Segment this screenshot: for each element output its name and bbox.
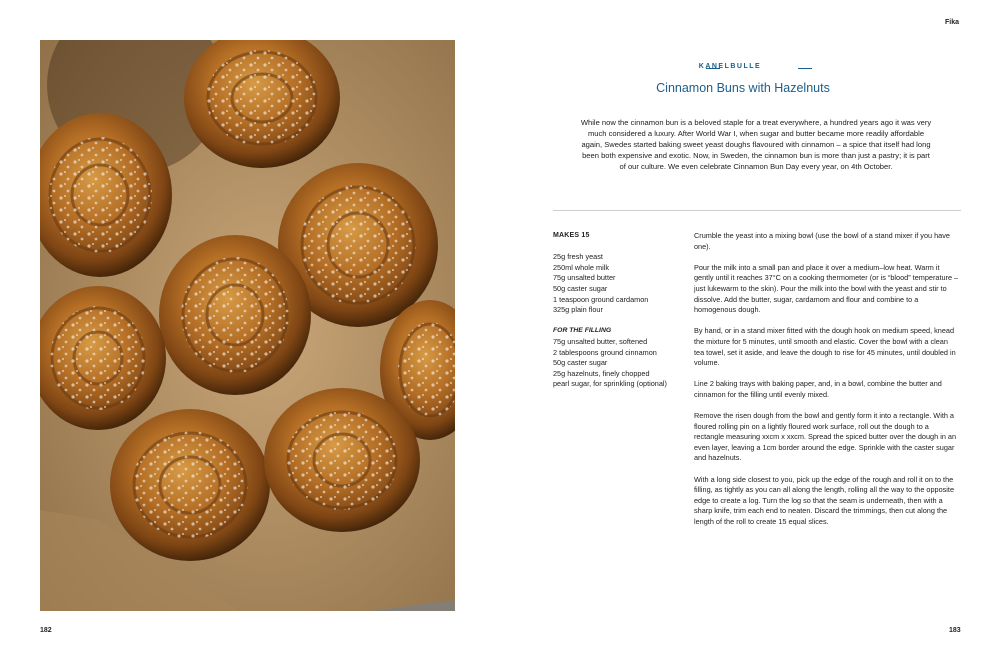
method-step: With a long side closest to you, pick up the edge of the rough and roll it on to the filling, as tightly as you can all along the length, rolling all the way to the opposite edge to create a log. Turn the log so that the seam is underneath, then with a sharp knife, trim each end to neaten. Discard the trimmings, then cut along the length of the roll to create 15 equal slices. [694, 474, 955, 527]
method-step: Crumble the yeast into a mixing bowl (use the bowl of a stand mixer if you have one). [694, 231, 950, 251]
method-step: Line 2 baking trays with baking paper, and, in a bowl, combine the butter and cinnamon for the filling until evenly mixed. [694, 379, 942, 399]
running-head: Fika [945, 19, 960, 26]
page-number-right: 183 [949, 627, 961, 634]
filling-item: 25g hazelnuts, finely chopped [553, 368, 650, 378]
method-steps [694, 231, 960, 538]
ingredient-item: 50g caster sugar [553, 283, 608, 293]
ingredient-item: 250ml whole milk [553, 262, 609, 272]
ingredient-item: 1 teaspoon ground cardamon [553, 294, 649, 304]
ingredient-item: 325g plain flour [553, 305, 603, 315]
method-step: By hand, or in a stand mixer fitted with the dough hook on medium speed, knead the mixture for 5 minutes, until smooth and elastic. Cover the bowl with a clean tea towel, set it aside, and leave the dough to rise for 45 minutes, until doubled in volume. [694, 326, 956, 368]
recipe-kicker: KANELBULLE [698, 63, 762, 70]
filling-item: 75g unsalted butter, softened [553, 336, 648, 346]
filling-heading: FOR THE FILLING [553, 327, 612, 335]
method-step: Remove the risen dough from the bowl and gently form it into a rectangle. With a floured rolling pin on a lightly floured work surface, roll out the dough to a rectangle measuring xxcm x xxcm. Spread the spiced butter over the dough in an even layer, leaving a 1cm border around the edge. Sprinkle with the caster sugar and hazelnuts. [694, 411, 957, 463]
filling-item: 50g caster sugar [553, 358, 608, 368]
page-number-left: 182 [40, 627, 52, 634]
yield-label: MAKES 15 [553, 232, 590, 239]
filling-item: 2 tablespoons ground cinnamon [553, 347, 657, 357]
section-divider [553, 210, 961, 211]
ingredients-list [553, 231, 685, 390]
recipe-title: Cinnamon Buns with Hazelnuts [656, 81, 830, 95]
method-step: Pour the milk into a small pan and place it over a medium–low heat. Warm it gently until it reaches 37°C on a cooking thermometer (or is “blood” temperature – just lukewarm to the skin). Pour the milk into the bowl with the yeast and stir to dissolve. Add the butter, sugar, cardamom and flour and combine to a homogenous dough. [694, 262, 959, 315]
kicker-rule-right [798, 68, 812, 69]
recipe-intro: While now the cinnamon bun is a beloved staple for a treat everywhere, a hundred years ago it was very much considered a luxury. After World War I, when sugar and butter became more readily affordable again, Swedes started baking sweet yeast doughs flavoured with cinnamon – a spice that itself had long been both expensive and exotic. Now, in Sweden, the cinnamon bun is more than just a pastry; it is part of our culture. We even celebrate Cinnamon Bun Day every year, on 4th October. [580, 118, 932, 171]
cinnamon-buns-photo [40, 40, 455, 611]
ingredient-item: 75g unsalted butter [553, 273, 616, 283]
filling-item: pearl sugar, for sprinkling (optional) [553, 379, 667, 389]
ingredient-item: 25g fresh yeast [553, 252, 603, 262]
